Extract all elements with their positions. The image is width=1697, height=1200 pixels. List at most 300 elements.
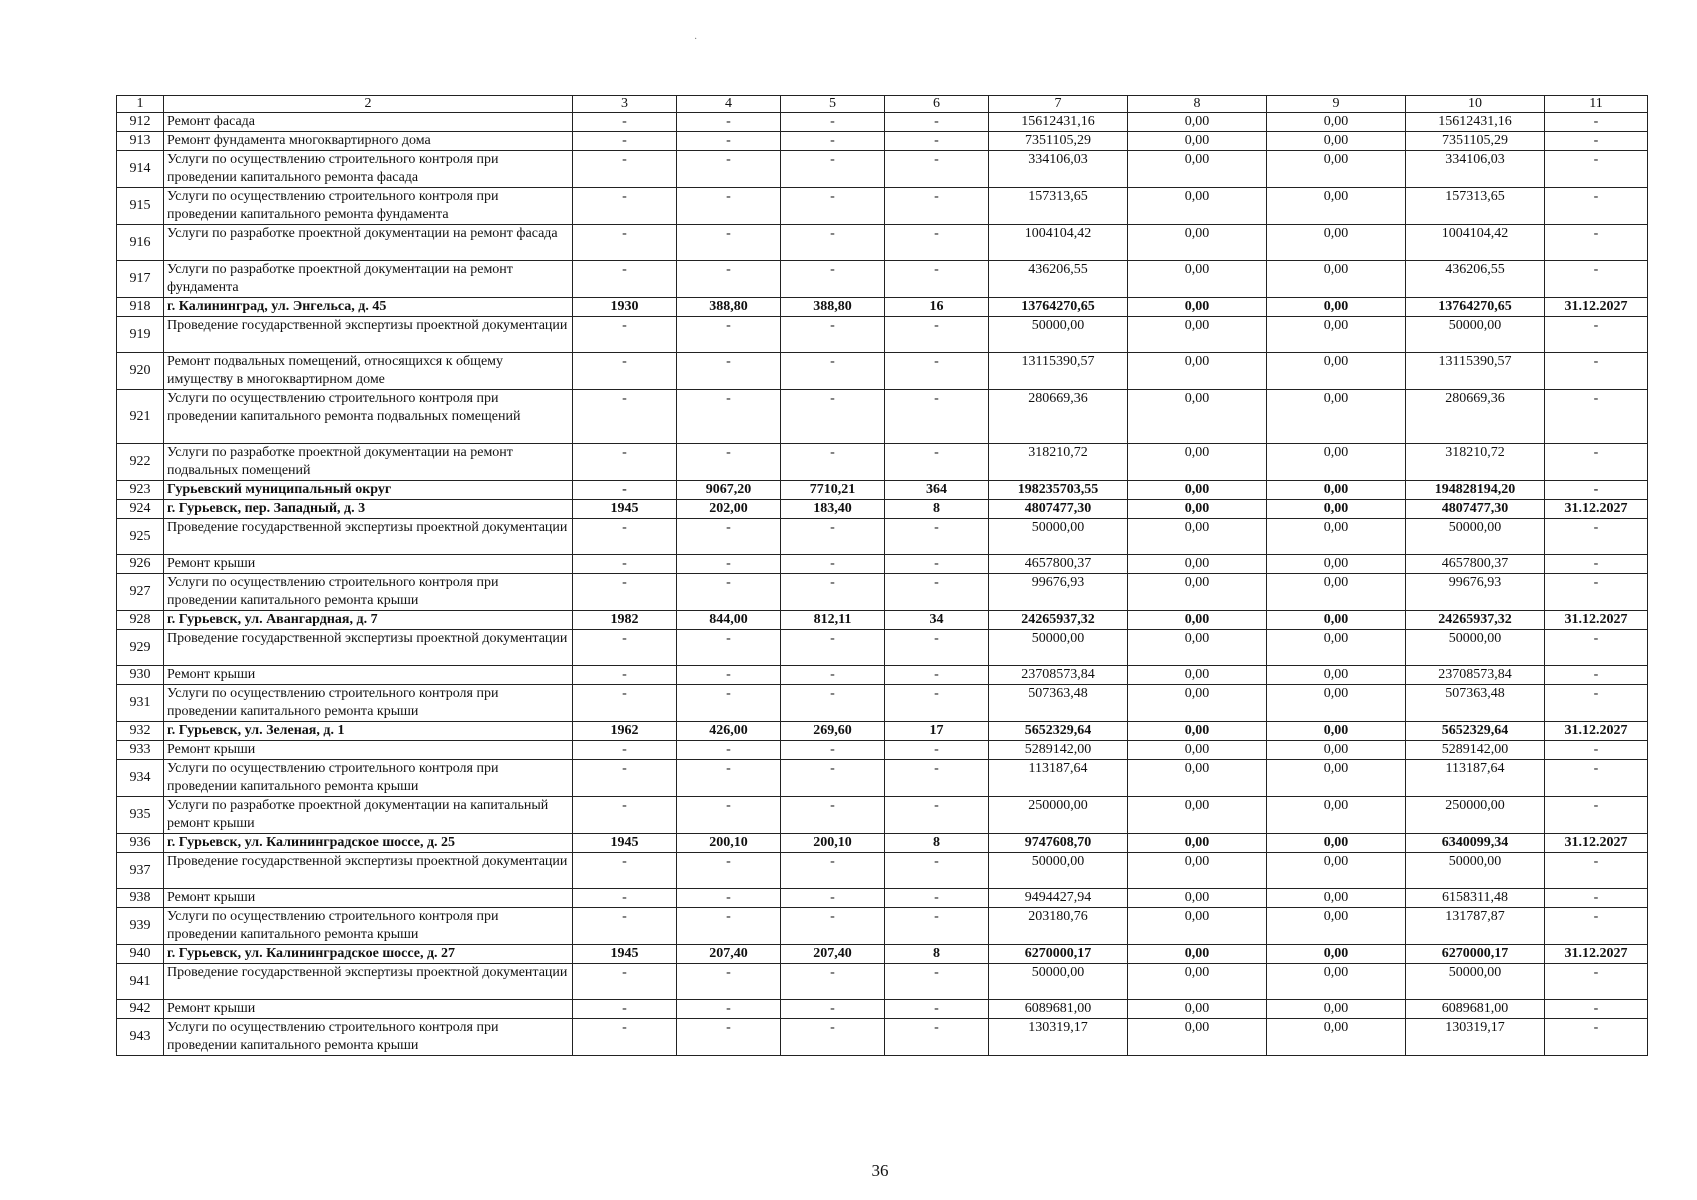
col7-value: 198235703,55: [989, 481, 1128, 500]
col9-value: 0,00: [1267, 298, 1406, 317]
col4-value: -: [677, 317, 781, 353]
table-row: [117, 188, 1648, 225]
col9-value: 0,00: [1267, 1000, 1406, 1019]
col9-value: 0,00: [1267, 853, 1406, 889]
table-row: [117, 797, 1648, 834]
col4-value: -: [677, 444, 781, 481]
table-row: [117, 630, 1648, 666]
col10-value: 157313,65: [1406, 188, 1545, 225]
col3-value: -: [573, 760, 677, 797]
col3-value: -: [573, 317, 677, 353]
col7-value: 6270000,17: [989, 945, 1128, 964]
col6-value: -: [885, 132, 989, 151]
col10-value: 50000,00: [1406, 853, 1545, 889]
col8-value: 0,00: [1128, 908, 1267, 945]
item-name: Услуги по осуществлению строительного контроля при проведении капитального ремонта крыши: [164, 760, 573, 797]
col4-value: -: [677, 225, 781, 261]
col7-value: 436206,55: [989, 261, 1128, 298]
col9-value: 0,00: [1267, 760, 1406, 797]
row-number: 914: [117, 151, 164, 188]
col11-value: -: [1545, 555, 1648, 574]
row-number: 922: [117, 444, 164, 481]
col3-value: -: [573, 225, 677, 261]
col3-value: -: [573, 132, 677, 151]
col4-value: -: [677, 519, 781, 555]
row-number: 934: [117, 760, 164, 797]
col5-value: -: [781, 317, 885, 353]
col5-value: -: [781, 797, 885, 834]
col10-value: 6340099,34: [1406, 834, 1545, 853]
item-name: Услуги по разработке проектной документации на ремонт фасада: [164, 225, 573, 261]
col3-value: -: [573, 151, 677, 188]
col5-value: -: [781, 685, 885, 722]
col6-value: 16: [885, 298, 989, 317]
item-name: г. Гурьевск, ул. Авангардная, д. 7: [164, 611, 573, 630]
page-number: 36: [871, 1161, 889, 1180]
col7-value: 250000,00: [989, 797, 1128, 834]
col10-value: 280669,36: [1406, 390, 1545, 444]
col3-value: -: [573, 555, 677, 574]
col11-value: -: [1545, 908, 1648, 945]
col4-value: -: [677, 188, 781, 225]
item-name: г. Калининград, ул. Энгельса, д. 45: [164, 298, 573, 317]
table-row-address: [117, 834, 1648, 853]
col3-value: 1930: [573, 298, 677, 317]
col9-value: 0,00: [1267, 797, 1406, 834]
col10-value: 5289142,00: [1406, 741, 1545, 760]
col11-value: -: [1545, 889, 1648, 908]
col9-value: 0,00: [1267, 481, 1406, 500]
col8-value: 0,00: [1128, 113, 1267, 132]
table-row: [117, 853, 1648, 889]
col6-value: -: [885, 853, 989, 889]
item-name: Услуги по осуществлению строительного контроля при проведении капитального ремонта фундамента: [164, 188, 573, 225]
col7-value: 1004104,42: [989, 225, 1128, 261]
col5-value: -: [781, 853, 885, 889]
col8-value: 0,00: [1128, 500, 1267, 519]
col3-value: -: [573, 481, 677, 500]
col10-value: 194828194,20: [1406, 481, 1545, 500]
row-number: 925: [117, 519, 164, 555]
table-row: [117, 889, 1648, 908]
col11-value: 31.12.2027: [1545, 611, 1648, 630]
col6-value: -: [885, 741, 989, 760]
col4-value: -: [677, 113, 781, 132]
col7-value: 318210,72: [989, 444, 1128, 481]
col8-value: 0,00: [1128, 741, 1267, 760]
col5-value: -: [781, 390, 885, 444]
item-name: Ремонт крыши: [164, 555, 573, 574]
col10-value: 6270000,17: [1406, 945, 1545, 964]
col11-value: -: [1545, 188, 1648, 225]
table-row: [117, 760, 1648, 797]
row-number: 919: [117, 317, 164, 353]
col5-value: 269,60: [781, 722, 885, 741]
col10-value: 6158311,48: [1406, 889, 1545, 908]
col9-value: 0,00: [1267, 741, 1406, 760]
col8-value: 0,00: [1128, 722, 1267, 741]
col9-value: 0,00: [1267, 132, 1406, 151]
col4-value: -: [677, 261, 781, 298]
item-name: Услуги по осуществлению строительного контроля при проведении капитального ремонта крыши: [164, 685, 573, 722]
col8-value: 0,00: [1128, 1000, 1267, 1019]
row-number: 923: [117, 481, 164, 500]
table-row: [117, 353, 1648, 390]
col5-value: 7710,21: [781, 481, 885, 500]
table-row: [117, 555, 1648, 574]
col7-value: 7351105,29: [989, 132, 1128, 151]
col7-value: 50000,00: [989, 519, 1128, 555]
col7-value: 507363,48: [989, 685, 1128, 722]
col5-value: 388,80: [781, 298, 885, 317]
col5-value: -: [781, 188, 885, 225]
col3-value: -: [573, 908, 677, 945]
col10-value: 130319,17: [1406, 1019, 1545, 1056]
item-name: Проведение государственной экспертизы проектной документации: [164, 630, 573, 666]
column-header: 2: [164, 96, 573, 113]
col11-value: -: [1545, 261, 1648, 298]
col8-value: 0,00: [1128, 964, 1267, 1000]
col5-value: -: [781, 444, 885, 481]
col6-value: 8: [885, 500, 989, 519]
col5-value: -: [781, 519, 885, 555]
col3-value: 1945: [573, 945, 677, 964]
col4-value: 426,00: [677, 722, 781, 741]
col11-value: -: [1545, 853, 1648, 889]
col9-value: 0,00: [1267, 261, 1406, 298]
col6-value: -: [885, 574, 989, 611]
col4-value: 388,80: [677, 298, 781, 317]
col6-value: -: [885, 151, 989, 188]
column-header: 6: [885, 96, 989, 113]
col5-value: -: [781, 261, 885, 298]
table-row-address: [117, 500, 1648, 519]
col7-value: 9494427,94: [989, 889, 1128, 908]
item-name: Проведение государственной экспертизы проектной документации: [164, 853, 573, 889]
col6-value: -: [885, 444, 989, 481]
col11-value: -: [1545, 685, 1648, 722]
col3-value: -: [573, 113, 677, 132]
col4-value: -: [677, 353, 781, 390]
table-row: [117, 132, 1648, 151]
col9-value: 0,00: [1267, 390, 1406, 444]
col9-value: 0,00: [1267, 908, 1406, 945]
row-number: 931: [117, 685, 164, 722]
col6-value: -: [885, 113, 989, 132]
col4-value: -: [677, 555, 781, 574]
col7-value: 334106,03: [989, 151, 1128, 188]
col4-value: -: [677, 741, 781, 760]
table-row: [117, 1000, 1648, 1019]
col8-value: 0,00: [1128, 481, 1267, 500]
item-name: Проведение государственной экспертизы проектной документации: [164, 964, 573, 1000]
col9-value: 0,00: [1267, 889, 1406, 908]
item-name: г. Гурьевск, ул. Калининградское шоссе, д. 25: [164, 834, 573, 853]
col8-value: 0,00: [1128, 630, 1267, 666]
col5-value: -: [781, 964, 885, 1000]
column-header: 8: [1128, 96, 1267, 113]
col10-value: 13764270,65: [1406, 298, 1545, 317]
row-number: 928: [117, 611, 164, 630]
col8-value: 0,00: [1128, 519, 1267, 555]
col5-value: 200,10: [781, 834, 885, 853]
col5-value: -: [781, 353, 885, 390]
col5-value: 183,40: [781, 500, 885, 519]
col5-value: -: [781, 225, 885, 261]
col6-value: -: [885, 760, 989, 797]
col5-value: -: [781, 760, 885, 797]
col11-value: -: [1545, 797, 1648, 834]
col7-value: 50000,00: [989, 964, 1128, 1000]
col11-value: -: [1545, 574, 1648, 611]
col3-value: -: [573, 353, 677, 390]
table-row-address: [117, 481, 1648, 500]
table-row: [117, 261, 1648, 298]
col8-value: 0,00: [1128, 132, 1267, 151]
item-name: Проведение государственной экспертизы проектной документации: [164, 317, 573, 353]
col6-value: -: [885, 261, 989, 298]
col10-value: 113187,64: [1406, 760, 1545, 797]
column-header: 3: [573, 96, 677, 113]
col5-value: 812,11: [781, 611, 885, 630]
col4-value: -: [677, 853, 781, 889]
col6-value: -: [885, 889, 989, 908]
col6-value: -: [885, 964, 989, 1000]
col3-value: -: [573, 797, 677, 834]
col6-value: -: [885, 390, 989, 444]
table-row: [117, 390, 1648, 444]
col3-value: -: [573, 964, 677, 1000]
col6-value: -: [885, 797, 989, 834]
col3-value: -: [573, 574, 677, 611]
col7-value: 6089681,00: [989, 1000, 1128, 1019]
col3-value: 1945: [573, 834, 677, 853]
table-row-address: [117, 611, 1648, 630]
col6-value: -: [885, 630, 989, 666]
col3-value: -: [573, 685, 677, 722]
col4-value: -: [677, 132, 781, 151]
col3-value: -: [573, 188, 677, 225]
item-name: Услуги по осуществлению строительного контроля при проведении капитального ремонта фасада: [164, 151, 573, 188]
col9-value: 0,00: [1267, 519, 1406, 555]
row-number: 941: [117, 964, 164, 1000]
row-number: 920: [117, 353, 164, 390]
col9-value: 0,00: [1267, 722, 1406, 741]
col11-value: -: [1545, 132, 1648, 151]
col8-value: 0,00: [1128, 261, 1267, 298]
col10-value: 50000,00: [1406, 519, 1545, 555]
col8-value: 0,00: [1128, 444, 1267, 481]
row-number: 942: [117, 1000, 164, 1019]
col11-value: -: [1545, 1019, 1648, 1056]
col4-value: -: [677, 666, 781, 685]
col7-value: 24265937,32: [989, 611, 1128, 630]
table-row-address: [117, 945, 1648, 964]
col10-value: 50000,00: [1406, 317, 1545, 353]
col3-value: -: [573, 444, 677, 481]
row-number: 916: [117, 225, 164, 261]
col9-value: 0,00: [1267, 685, 1406, 722]
col10-value: 6089681,00: [1406, 1000, 1545, 1019]
col4-value: -: [677, 390, 781, 444]
col3-value: -: [573, 666, 677, 685]
item-name: Ремонт подвальных помещений, относящихся к общему имуществу в многоквартирном доме: [164, 353, 573, 390]
col6-value: -: [885, 317, 989, 353]
col9-value: 0,00: [1267, 964, 1406, 1000]
column-header: 10: [1406, 96, 1545, 113]
col4-value: 844,00: [677, 611, 781, 630]
col6-value: -: [885, 685, 989, 722]
col6-value: -: [885, 519, 989, 555]
item-name: Услуги по разработке проектной документации на ремонт подвальных помещений: [164, 444, 573, 481]
col10-value: 24265937,32: [1406, 611, 1545, 630]
col3-value: -: [573, 519, 677, 555]
row-number: 930: [117, 666, 164, 685]
col6-value: 34: [885, 611, 989, 630]
row-number: 917: [117, 261, 164, 298]
col7-value: 113187,64: [989, 760, 1128, 797]
col5-value: -: [781, 151, 885, 188]
col3-value: -: [573, 741, 677, 760]
item-name: Ремонт крыши: [164, 741, 573, 760]
col6-value: 364: [885, 481, 989, 500]
col9-value: 0,00: [1267, 113, 1406, 132]
row-number: 913: [117, 132, 164, 151]
row-number: 933: [117, 741, 164, 760]
item-name: Ремонт крыши: [164, 666, 573, 685]
col6-value: 8: [885, 834, 989, 853]
item-name: Услуги по осуществлению строительного контроля при проведении капитального ремонта крыши: [164, 574, 573, 611]
table-row: [117, 666, 1648, 685]
col4-value: -: [677, 1019, 781, 1056]
col6-value: -: [885, 555, 989, 574]
col10-value: 13115390,57: [1406, 353, 1545, 390]
row-number: 929: [117, 630, 164, 666]
item-name: г. Гурьевск, ул. Зеленая, д. 1: [164, 722, 573, 741]
col8-value: 0,00: [1128, 188, 1267, 225]
col11-value: -: [1545, 964, 1648, 1000]
col11-value: -: [1545, 630, 1648, 666]
col3-value: -: [573, 1000, 677, 1019]
col10-value: 5652329,64: [1406, 722, 1545, 741]
row-number: 937: [117, 853, 164, 889]
col3-value: -: [573, 853, 677, 889]
col7-value: 280669,36: [989, 390, 1128, 444]
col9-value: 0,00: [1267, 188, 1406, 225]
col10-value: 4657800,37: [1406, 555, 1545, 574]
col7-value: 50000,00: [989, 853, 1128, 889]
col4-value: -: [677, 760, 781, 797]
col10-value: 131787,87: [1406, 908, 1545, 945]
col7-value: 23708573,84: [989, 666, 1128, 685]
col8-value: 0,00: [1128, 574, 1267, 611]
col3-value: 1945: [573, 500, 677, 519]
col6-value: 17: [885, 722, 989, 741]
row-number: 912: [117, 113, 164, 132]
table-row: [117, 225, 1648, 261]
row-number: 932: [117, 722, 164, 741]
col9-value: 0,00: [1267, 353, 1406, 390]
col6-value: -: [885, 908, 989, 945]
col4-value: 207,40: [677, 945, 781, 964]
col5-value: -: [781, 630, 885, 666]
column-number-header-row: [117, 96, 1648, 113]
col10-value: 50000,00: [1406, 630, 1545, 666]
col8-value: 0,00: [1128, 317, 1267, 353]
col8-value: 0,00: [1128, 611, 1267, 630]
col9-value: 0,00: [1267, 611, 1406, 630]
table-body: [117, 96, 1648, 1056]
col4-value: -: [677, 685, 781, 722]
col6-value: -: [885, 225, 989, 261]
col7-value: 5289142,00: [989, 741, 1128, 760]
row-number: 936: [117, 834, 164, 853]
col8-value: 0,00: [1128, 555, 1267, 574]
col4-value: -: [677, 630, 781, 666]
col7-value: 157313,65: [989, 188, 1128, 225]
col5-value: -: [781, 132, 885, 151]
col5-value: -: [781, 666, 885, 685]
col8-value: 0,00: [1128, 853, 1267, 889]
col3-value: -: [573, 261, 677, 298]
col9-value: 0,00: [1267, 444, 1406, 481]
col10-value: 1004104,42: [1406, 225, 1545, 261]
col10-value: 318210,72: [1406, 444, 1545, 481]
col9-value: 0,00: [1267, 1019, 1406, 1056]
col8-value: 0,00: [1128, 353, 1267, 390]
table-row: [117, 574, 1648, 611]
col11-value: -: [1545, 444, 1648, 481]
col9-value: 0,00: [1267, 555, 1406, 574]
col9-value: 0,00: [1267, 574, 1406, 611]
col7-value: 15612431,16: [989, 113, 1128, 132]
col5-value: -: [781, 889, 885, 908]
col11-value: -: [1545, 760, 1648, 797]
col3-value: -: [573, 1019, 677, 1056]
col11-value: -: [1545, 666, 1648, 685]
col11-value: 31.12.2027: [1545, 298, 1648, 317]
col11-value: -: [1545, 317, 1648, 353]
row-number: 927: [117, 574, 164, 611]
col5-value: -: [781, 574, 885, 611]
col3-value: 1982: [573, 611, 677, 630]
item-name: Услуги по разработке проектной документации на капитальный ремонт крыши: [164, 797, 573, 834]
col9-value: 0,00: [1267, 630, 1406, 666]
col4-value: -: [677, 574, 781, 611]
col11-value: -: [1545, 481, 1648, 500]
col4-value: -: [677, 151, 781, 188]
row-number: 938: [117, 889, 164, 908]
col8-value: 0,00: [1128, 889, 1267, 908]
col9-value: 0,00: [1267, 500, 1406, 519]
col6-value: 8: [885, 945, 989, 964]
col5-value: 207,40: [781, 945, 885, 964]
col10-value: 7351105,29: [1406, 132, 1545, 151]
table-row: [117, 964, 1648, 1000]
col9-value: 0,00: [1267, 945, 1406, 964]
capital-repair-table: [116, 95, 1648, 1056]
col6-value: -: [885, 666, 989, 685]
col4-value: -: [677, 908, 781, 945]
scan-speck: ·: [694, 34, 698, 45]
col8-value: 0,00: [1128, 225, 1267, 261]
col5-value: -: [781, 908, 885, 945]
table-row: [117, 908, 1648, 945]
column-header: 9: [1267, 96, 1406, 113]
row-number: 935: [117, 797, 164, 834]
col9-value: 0,00: [1267, 317, 1406, 353]
col5-value: -: [781, 741, 885, 760]
